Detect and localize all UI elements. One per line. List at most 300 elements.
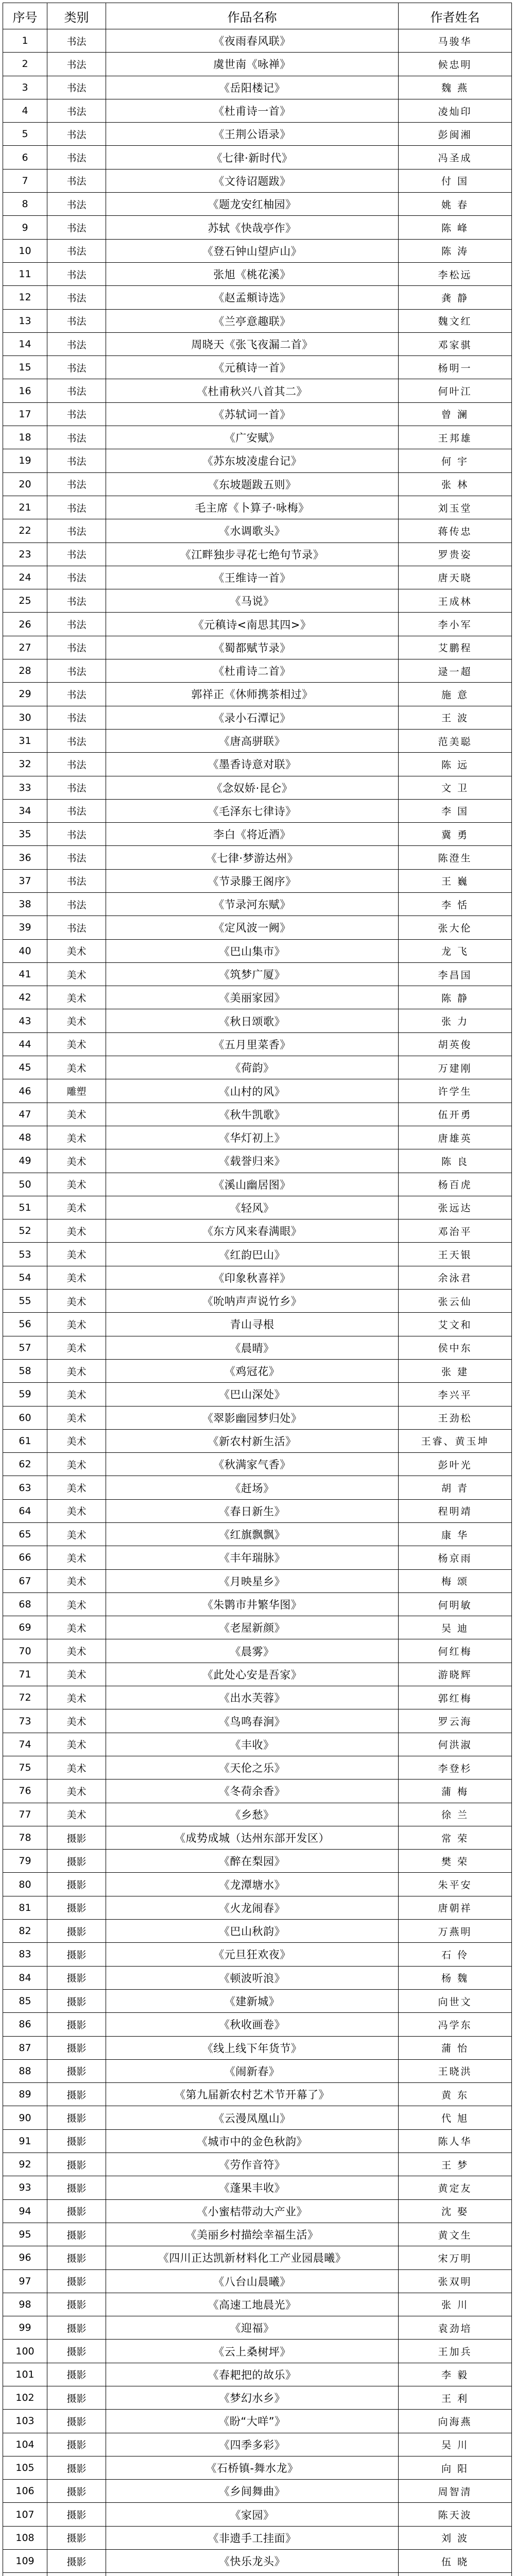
row-author: 游晓辉 [399, 1663, 512, 1686]
row-title: 郭祥正《休师携茶相过》 [106, 683, 399, 706]
row-category: 书法 [47, 309, 106, 332]
table-row [3, 1103, 512, 1126]
row-author: 代 旭 [399, 2106, 512, 2129]
row-number: 108 [3, 2526, 47, 2549]
table-row [3, 402, 512, 426]
row-category: 美术 [47, 1243, 106, 1266]
row-number: 15 [3, 356, 47, 379]
table-row [3, 1546, 512, 1569]
table-row [3, 2293, 512, 2316]
row-author: 付 国 [399, 169, 512, 192]
row-category: 摄影 [47, 1943, 106, 1966]
row-number: 35 [3, 823, 47, 846]
row-category: 摄影 [47, 2433, 106, 2456]
table-row [3, 1429, 512, 1452]
row-author: 罗云海 [399, 1709, 512, 1733]
row-category: 摄影 [47, 2129, 106, 2153]
row-author: 曾 澜 [399, 402, 512, 426]
row-number: 37 [3, 869, 47, 892]
header-category: 类别 [47, 3, 106, 29]
row-category: 摄影 [47, 2363, 106, 2386]
table-row [3, 2386, 512, 2409]
row-title: 《乡间舞曲》 [106, 2480, 399, 2503]
row-author: 蒲 怡 [399, 2036, 512, 2059]
row-category: 书法 [47, 169, 106, 192]
table-row [3, 1406, 512, 1429]
table-row [3, 2013, 512, 2036]
row-number: 62 [3, 1453, 47, 1476]
table-row [3, 1850, 512, 1873]
row-number: 25 [3, 589, 47, 613]
row-author: 伍 晓 [399, 2550, 512, 2573]
row-category: 摄影 [47, 2293, 106, 2316]
table-row [3, 1383, 512, 1406]
table-row [3, 2106, 512, 2129]
table-row [3, 1663, 512, 1686]
row-title: 《月映星乡》 [106, 1569, 399, 1592]
row-author: 何红梅 [399, 1639, 512, 1663]
row-title: 《老屋新颜》 [106, 1616, 399, 1639]
row-number: 40 [3, 939, 47, 962]
row-author: 王 梦 [399, 2153, 512, 2176]
row-author: 康 华 [399, 1523, 512, 1546]
row-number: 3 [3, 76, 47, 99]
row-author: 何叶江 [399, 379, 512, 402]
row-number: 69 [3, 1616, 47, 1639]
row-number: 34 [3, 799, 47, 822]
table-row [3, 2036, 512, 2059]
row-title: 《云漫凤凰山》 [106, 2106, 399, 2129]
row-category: 雕塑 [47, 1079, 106, 1103]
row-category: 书法 [47, 449, 106, 472]
row-category: 美术 [47, 1663, 106, 1686]
row-number: 61 [3, 1429, 47, 1452]
row-author: 侯中东 [399, 1336, 512, 1359]
table-row [3, 309, 512, 332]
row-category: 美术 [47, 1476, 106, 1499]
row-category: 美术 [47, 1056, 106, 1079]
row-title: 《建新城》 [106, 1989, 399, 2012]
row-category: 书法 [47, 76, 106, 99]
row-author: 梅 颂 [399, 1569, 512, 1592]
row-author: 王劲松 [399, 1406, 512, 1429]
row-title: 《杜甫诗二首》 [106, 659, 399, 683]
row-category: 美术 [47, 1359, 106, 1382]
table-row [3, 823, 512, 846]
table-row [3, 379, 512, 402]
row-number: 41 [3, 962, 47, 986]
works-list-table [3, 3, 512, 2576]
row-title: 《唐高骈联》 [106, 729, 399, 752]
row-author: 王加兵 [399, 2340, 512, 2363]
row-author: 王 巍 [399, 869, 512, 892]
row-title: 《东方风来春满眼》 [106, 1219, 399, 1243]
row-author: 张 力 [399, 1009, 512, 1032]
row-title: 《高速工地晨光》 [106, 2293, 399, 2316]
table-row [3, 1359, 512, 1382]
row-number: 44 [3, 1032, 47, 1056]
row-category: 书法 [47, 53, 106, 76]
row-number: 92 [3, 2153, 47, 2176]
row-category: 书法 [47, 636, 106, 659]
row-author: 陈 峰 [399, 216, 512, 239]
table-row [3, 2526, 512, 2549]
row-author: 王晓洪 [399, 2059, 512, 2082]
table-row [3, 636, 512, 659]
table-row [3, 846, 512, 869]
row-number: 84 [3, 1966, 47, 1989]
row-number: 57 [3, 1336, 47, 1359]
row-title: 《苏东坡凌虚台记》 [106, 449, 399, 472]
row-author: 李 国 [399, 799, 512, 822]
row-category: 美术 [47, 1103, 106, 1126]
table-row [3, 2363, 512, 2386]
row-author: 李松远 [399, 262, 512, 285]
row-author: 王成林 [399, 589, 512, 613]
row-number: 29 [3, 683, 47, 706]
table-row [3, 76, 512, 99]
row-author: 陈人华 [399, 2129, 512, 2153]
row-title: 《云上桑树坪》 [106, 2340, 399, 2363]
table-row [3, 1056, 512, 1079]
row-title: 《王荆公语录》 [106, 123, 399, 146]
row-title: 《元旦狂欢夜》 [106, 1943, 399, 1966]
row-author: 张大伦 [399, 916, 512, 939]
table-row [3, 776, 512, 799]
row-title: 《此处心安是吾家》 [106, 1663, 399, 1686]
row-author: 向 阳 [399, 2456, 512, 2479]
row-title: 《山村的风》 [106, 1079, 399, 1103]
table-row [3, 1149, 512, 1173]
table-row [3, 2316, 512, 2340]
row-number: 70 [3, 1639, 47, 1663]
row-author: 杨百虎 [399, 1173, 512, 1196]
row-title: 张旭《桃花溪》 [106, 262, 399, 285]
row-title: 《乡愁》 [106, 1803, 399, 1826]
table-row [3, 916, 512, 939]
row-category: 摄影 [47, 1989, 106, 2012]
table-row [3, 1079, 512, 1103]
row-category: 美术 [47, 1126, 106, 1149]
row-number: 88 [3, 2059, 47, 2082]
row-author: 彭叶光 [399, 1453, 512, 1476]
row-number: 86 [3, 2013, 47, 2036]
row-category: 美术 [47, 1546, 106, 1569]
row-title: 《轻风》 [106, 1196, 399, 1219]
table-row [3, 1313, 512, 1336]
row-number: 77 [3, 1803, 47, 1826]
table-row [3, 2269, 512, 2293]
row-author: 马骏华 [399, 29, 512, 53]
row-number: 68 [3, 1592, 47, 1616]
row-category: 摄影 [47, 1873, 106, 1896]
table-row [3, 566, 512, 589]
row-category: 书法 [47, 496, 106, 519]
table-row [3, 1943, 512, 1966]
table-row [3, 1873, 512, 1896]
row-category: 书法 [47, 332, 106, 355]
row-title: 《劳作音符》 [106, 2153, 399, 2176]
row-title: 《水调歌头》 [106, 519, 399, 543]
row-author: 李 恬 [399, 892, 512, 916]
row-author: 张 建 [399, 1359, 512, 1382]
row-author: 艾文和 [399, 1313, 512, 1336]
row-number: 36 [3, 846, 47, 869]
table-row [3, 1826, 512, 1849]
row-title: 《念奴娇·昆仑》 [106, 776, 399, 799]
row-title: 《苏轼词一首》 [106, 402, 399, 426]
row-title: 《杜甫秋兴八首其二》 [106, 379, 399, 402]
row-number: 1 [3, 29, 47, 53]
row-title: 虞世南《咏禅》 [106, 53, 399, 76]
row-author: 黄文生 [399, 2223, 512, 2246]
table-row [3, 962, 512, 986]
row-category: 书法 [47, 613, 106, 636]
table-row [3, 2480, 512, 2503]
row-category: 书法 [47, 239, 106, 262]
row-category: 美术 [47, 1173, 106, 1196]
row-author: 邓家骐 [399, 332, 512, 355]
row-number: 26 [3, 613, 47, 636]
table-row [3, 2083, 512, 2106]
row-title: 《晨晴》 [106, 1336, 399, 1359]
row-category: 美术 [47, 1383, 106, 1406]
row-title: 《红韵巴山》 [106, 1243, 399, 1266]
row-author: 唐雄英 [399, 1126, 512, 1149]
row-number: 4 [3, 99, 47, 122]
table-row [3, 986, 512, 1009]
row-author: 张 林 [399, 472, 512, 496]
row-author: 魏 燕 [399, 76, 512, 99]
row-title: 《美丽家园》 [106, 986, 399, 1009]
row-author: 伍开勇 [399, 1103, 512, 1126]
row-title: 《七律·新时代》 [106, 146, 399, 169]
row-title: 《翠影幽园梦归处》 [106, 1406, 399, 1429]
row-category: 美术 [47, 1592, 106, 1616]
row-category: 美术 [47, 1149, 106, 1173]
table-row [3, 1686, 512, 1709]
row-category: 美术 [47, 1032, 106, 1056]
row-author: 蒋传忠 [399, 519, 512, 543]
row-title: 《丰收》 [106, 1733, 399, 1756]
row-author: 王 利 [399, 2386, 512, 2409]
row-category: 书法 [47, 846, 106, 869]
row-category: 书法 [47, 776, 106, 799]
table-row [3, 2176, 512, 2199]
row-author: 冯学东 [399, 2013, 512, 2036]
row-category: 书法 [47, 402, 106, 426]
row-category: 书法 [47, 216, 106, 239]
row-category: 书法 [47, 543, 106, 566]
row-title: 《蜀都赋节录》 [106, 636, 399, 659]
row-number: 51 [3, 1196, 47, 1219]
row-title: 《城市中的金色秋韵》 [106, 2129, 399, 2153]
row-title: 《春日新生》 [106, 1499, 399, 1522]
row-category: 摄影 [47, 2176, 106, 2199]
row-author: 张 川 [399, 2293, 512, 2316]
table-row [3, 1639, 512, 1663]
header-author: 作者姓名 [399, 3, 512, 29]
row-number: 39 [3, 916, 47, 939]
row-author: 何 宇 [399, 449, 512, 472]
row-title: 《赵孟頫诗选》 [106, 286, 399, 309]
row-category: 摄影 [47, 2550, 106, 2573]
row-category: 摄影 [47, 2503, 106, 2526]
row-author: 袁劲培 [399, 2316, 512, 2340]
row-title: 《秋收画卷》 [106, 2013, 399, 2036]
row-author: 施 意 [399, 683, 512, 706]
row-author: 沈 娶 [399, 2199, 512, 2223]
table-row [3, 1592, 512, 1616]
table-row [3, 1616, 512, 1639]
row-number: 17 [3, 402, 47, 426]
row-title: 《秋牛凯歌》 [106, 1103, 399, 1126]
row-title: 《出水芙蓉》 [106, 1686, 399, 1709]
row-author: 凌灿印 [399, 99, 512, 122]
row-author: 杨明一 [399, 356, 512, 379]
row-author: 罗贵姿 [399, 543, 512, 566]
row-number: 48 [3, 1126, 47, 1149]
row-category: 书法 [47, 753, 106, 776]
row-number: 11 [3, 262, 47, 285]
row-author: 唐朝祥 [399, 1896, 512, 1919]
row-author: 胡 青 [399, 1476, 512, 1499]
row-number [3, 2573, 47, 2576]
row-author: 李昌国 [399, 962, 512, 986]
row-number: 38 [3, 892, 47, 916]
row-number: 66 [3, 1546, 47, 1569]
row-category: 摄影 [47, 2269, 106, 2293]
row-number: 43 [3, 1009, 47, 1032]
row-title: 《线上线下年货节》 [106, 2036, 399, 2059]
row-author: 何洪淑 [399, 1733, 512, 1756]
table-row [3, 1709, 512, 1733]
row-title: 《墨香诗意对联》 [106, 753, 399, 776]
row-title: 《华灯初上》 [106, 1126, 399, 1149]
table-row [3, 286, 512, 309]
row-number: 16 [3, 379, 47, 402]
row-category: 书法 [47, 29, 106, 53]
row-number: 91 [3, 2129, 47, 2153]
table-row [3, 1523, 512, 1546]
row-number: 81 [3, 1896, 47, 1919]
table-row [3, 472, 512, 496]
row-number: 90 [3, 2106, 47, 2129]
table-row [3, 216, 512, 239]
row-number: 10 [3, 239, 47, 262]
row-number: 33 [3, 776, 47, 799]
row-category: 摄影 [47, 1920, 106, 1943]
row-title: 毛主席《卜算子·咏梅》 [106, 496, 399, 519]
row-category: 摄影 [47, 2223, 106, 2246]
row-category: 书法 [47, 869, 106, 892]
table-row [3, 426, 512, 449]
row-author: 陈 良 [399, 1149, 512, 1173]
row-category: 书法 [47, 426, 106, 449]
row-title: 《蓬果丰收》 [106, 2176, 399, 2199]
row-author: 魏文红 [399, 309, 512, 332]
row-category: 美术 [47, 1686, 106, 1709]
row-number: 64 [3, 1499, 47, 1522]
row-author: 候忠明 [399, 53, 512, 76]
row-number: 24 [3, 566, 47, 589]
table-row [3, 146, 512, 169]
table-row [3, 1196, 512, 1219]
row-number: 46 [3, 1079, 47, 1103]
row-author: 刘玉堂 [399, 496, 512, 519]
table-row [3, 29, 512, 53]
row-author: 王 波 [399, 706, 512, 729]
row-number: 56 [3, 1313, 47, 1336]
row-title: 《题龙安红柚园》 [106, 193, 399, 216]
row-title: 《四川正达凯新材料化工产业园晨曦》 [106, 2246, 399, 2269]
row-number: 18 [3, 426, 47, 449]
row-title: 《巴山深处》 [106, 1383, 399, 1406]
table-row [3, 99, 512, 122]
row-title: 《火龙闹春》 [106, 1896, 399, 1919]
row-number: 7 [3, 169, 47, 192]
row-title: 《赶场》 [106, 1476, 399, 1499]
table-row [3, 2433, 512, 2456]
row-title: 《七律·梦游达州》 [106, 846, 399, 869]
row-category: 美术 [47, 962, 106, 986]
row-number: 67 [3, 1569, 47, 1592]
row-category: 书法 [47, 146, 106, 169]
row-category: 美术 [47, 1219, 106, 1243]
table-row [3, 123, 512, 146]
row-category: 美术 [47, 1313, 106, 1336]
row-author: 万燕明 [399, 1920, 512, 1943]
row-category: 摄影 [47, 2036, 106, 2059]
row-category: 书法 [47, 193, 106, 216]
table-row [3, 1243, 512, 1266]
row-title: 《杜甫诗一首》 [106, 99, 399, 122]
row-title: 《红旗飘飘》 [106, 1523, 399, 1546]
row-number: 103 [3, 2410, 47, 2433]
row-title: 《五月里菜香》 [106, 1032, 399, 1056]
row-number: 85 [3, 1989, 47, 2012]
row-title: 《梦幻水乡》 [106, 2386, 399, 2409]
row-number: 58 [3, 1359, 47, 1382]
table-row [3, 1989, 512, 2012]
row-title: 《顿波听浪》 [106, 1966, 399, 1989]
row-author: 龙 飞 [399, 939, 512, 962]
row-category: 摄影 [47, 1966, 106, 1989]
row-number: 8 [3, 193, 47, 216]
row-title: 《四季多彩》 [106, 2433, 399, 2456]
row-title: 《晨雾》 [106, 1639, 399, 1663]
row-author: 唐天晓 [399, 566, 512, 589]
row-title: 《春耙把的故乐》 [106, 2363, 399, 2386]
row-author: 陈 涛 [399, 239, 512, 262]
row-title: 《登石钟山望庐山》 [106, 239, 399, 262]
row-author: 王睿、黄玉坤 [399, 1429, 512, 1452]
row-category: 书法 [47, 729, 106, 752]
row-author: 程明靖 [399, 1499, 512, 1522]
row-author: 向世文 [399, 1989, 512, 2012]
row-number: 27 [3, 636, 47, 659]
row-category: 美术 [47, 1196, 106, 1219]
row-number: 87 [3, 2036, 47, 2059]
row-title: 《东坡题跋五则》 [106, 472, 399, 496]
row-title: 《王维诗一首》 [106, 566, 399, 589]
row-author: 王邦雄 [399, 426, 512, 449]
row-category: 美术 [47, 1780, 106, 1803]
row-title: 《印象秋喜祥》 [106, 1266, 399, 1289]
row-category: 摄影 [47, 1850, 106, 1873]
row-category: 美术 [47, 1709, 106, 1733]
row-author: 万建刚 [399, 1056, 512, 1079]
